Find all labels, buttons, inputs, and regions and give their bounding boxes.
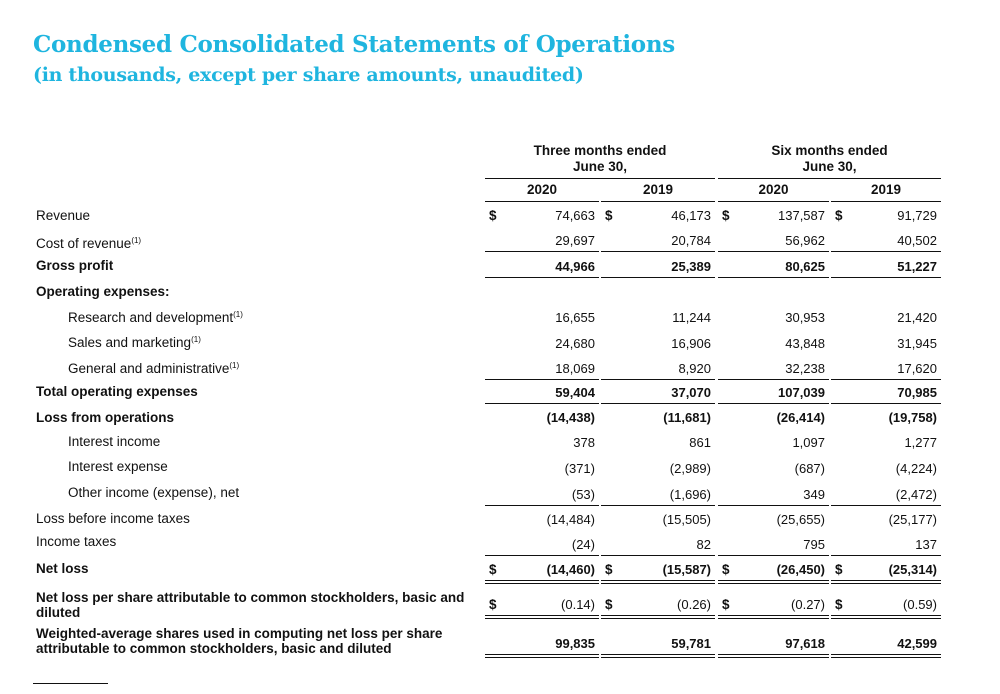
value-cell bbox=[485, 459, 599, 479]
value-cell bbox=[601, 535, 715, 556]
currency-symbol: $ bbox=[835, 597, 843, 612]
row-label bbox=[36, 626, 476, 656]
value-cell bbox=[601, 308, 715, 328]
value-number: 29,697 bbox=[555, 233, 595, 248]
value-cell bbox=[601, 206, 715, 226]
currency-symbol: $ bbox=[722, 208, 730, 223]
value-number: (0.27) bbox=[791, 597, 825, 612]
value-cell bbox=[831, 308, 941, 328]
value-cell bbox=[831, 634, 941, 658]
value-number: (25,314) bbox=[888, 562, 937, 577]
value-number: 80,625 bbox=[785, 259, 825, 274]
row-label-text: Sales and marketing bbox=[68, 335, 192, 350]
value-cell bbox=[485, 535, 599, 556]
row-label bbox=[36, 208, 90, 223]
value-number: (15,587) bbox=[662, 562, 711, 577]
value-number: 1,097 bbox=[792, 435, 825, 450]
value-number: 137 bbox=[915, 537, 937, 552]
row-label-text: Operating expenses: bbox=[36, 284, 170, 299]
row-label-text: Cost of revenue bbox=[36, 236, 132, 251]
header-three-months bbox=[485, 143, 715, 179]
value-number: (19,758) bbox=[888, 410, 937, 425]
value-cell bbox=[718, 595, 829, 619]
row-label bbox=[36, 511, 190, 526]
value-number: 43,848 bbox=[785, 336, 825, 351]
value-cell bbox=[831, 383, 941, 404]
value-number: 20,784 bbox=[671, 233, 711, 248]
value-number: 31,945 bbox=[897, 336, 937, 351]
value-number: 44,966 bbox=[555, 259, 595, 274]
value-number: (14,438) bbox=[546, 410, 595, 425]
value-number: 59,781 bbox=[671, 636, 711, 651]
value-cell bbox=[831, 459, 941, 479]
value-number: 25,389 bbox=[671, 259, 711, 274]
value-number: 107,039 bbox=[778, 385, 825, 400]
value-cell bbox=[601, 408, 715, 428]
value-cell bbox=[601, 459, 715, 479]
row-label-text: Loss before income taxes bbox=[36, 511, 190, 526]
currency-symbol: $ bbox=[605, 208, 613, 223]
currency-symbol: $ bbox=[605, 597, 613, 612]
value-cell bbox=[485, 634, 599, 658]
value-number: 74,663 bbox=[555, 208, 595, 223]
value-number: (15,505) bbox=[662, 512, 711, 527]
value-number: 16,655 bbox=[555, 310, 595, 325]
value-number: 861 bbox=[689, 435, 711, 450]
footnote-marker: (1) bbox=[233, 310, 243, 319]
value-cell bbox=[718, 535, 829, 556]
row-label-text: Income taxes bbox=[36, 534, 117, 549]
value-number: 59,404 bbox=[555, 385, 595, 400]
footnote-marker: (1) bbox=[131, 236, 142, 245]
value-cell bbox=[485, 560, 599, 584]
row-label bbox=[36, 384, 198, 399]
year-header-2020-h: 2020 bbox=[718, 182, 829, 202]
value-cell bbox=[718, 257, 829, 278]
value-cell bbox=[601, 510, 715, 530]
value-cell bbox=[601, 257, 715, 278]
value-cell bbox=[831, 206, 941, 226]
value-number: 56,962 bbox=[785, 233, 825, 248]
year-header-2020-q: 2020 bbox=[485, 182, 599, 202]
value-cell bbox=[485, 257, 599, 278]
row-label-text: Other income (expense), net bbox=[68, 485, 240, 500]
year-header-2019-h: 2019 bbox=[831, 182, 941, 202]
header-six-months-label: Six months ended June 30, bbox=[771, 143, 888, 174]
value-cell bbox=[601, 560, 715, 584]
value-number: (1,696) bbox=[669, 487, 711, 502]
value-cell bbox=[831, 510, 941, 530]
footnote-divider bbox=[33, 683, 108, 684]
row-label bbox=[68, 358, 239, 376]
currency-symbol: $ bbox=[489, 562, 497, 577]
row-label-text: Net loss bbox=[36, 561, 89, 576]
row-label bbox=[68, 332, 201, 350]
value-cell bbox=[485, 308, 599, 328]
value-cell bbox=[601, 485, 715, 506]
value-cell bbox=[601, 433, 715, 453]
row-label bbox=[36, 258, 113, 273]
row-label bbox=[68, 459, 168, 474]
year-header-2019-q: 2019 bbox=[601, 182, 715, 202]
value-number: 70,985 bbox=[897, 385, 937, 400]
currency-symbol: $ bbox=[489, 597, 497, 612]
value-cell bbox=[485, 433, 599, 453]
value-cell bbox=[601, 595, 715, 619]
value-number: 37,070 bbox=[671, 385, 711, 400]
value-number: (25,655) bbox=[776, 512, 825, 527]
value-cell bbox=[831, 560, 941, 584]
footnote-marker: (1) bbox=[191, 335, 201, 344]
value-cell bbox=[485, 231, 599, 252]
row-label-text: Interest income bbox=[68, 434, 161, 449]
row-label-text: Interest expense bbox=[68, 459, 168, 474]
row-label-text: Gross profit bbox=[36, 258, 114, 273]
value-number: (26,414) bbox=[776, 410, 825, 425]
value-cell bbox=[718, 459, 829, 479]
row-label bbox=[36, 590, 476, 620]
value-number: 99,835 bbox=[555, 636, 595, 651]
value-cell bbox=[831, 485, 941, 506]
value-number: 42,599 bbox=[897, 636, 937, 651]
value-number: 97,618 bbox=[785, 636, 825, 651]
value-cell bbox=[718, 510, 829, 530]
currency-symbol: $ bbox=[835, 208, 843, 223]
value-number: 8,920 bbox=[678, 361, 711, 376]
value-cell bbox=[485, 206, 599, 226]
value-cell bbox=[718, 206, 829, 226]
value-cell bbox=[485, 359, 599, 380]
value-number: 40,502 bbox=[897, 233, 937, 248]
value-cell bbox=[485, 485, 599, 506]
value-cell bbox=[601, 359, 715, 380]
currency-symbol: $ bbox=[722, 562, 730, 577]
value-number: 51,227 bbox=[897, 259, 937, 274]
row-label bbox=[36, 410, 174, 425]
header-three-months-label: Three months ended June 30, bbox=[533, 143, 667, 174]
value-cell bbox=[718, 634, 829, 658]
row-label bbox=[36, 534, 116, 549]
value-cell bbox=[831, 595, 941, 619]
value-number: 378 bbox=[573, 435, 595, 450]
value-cell bbox=[718, 308, 829, 328]
value-number: 137,587 bbox=[778, 208, 825, 223]
row-label-text: Loss from operations bbox=[36, 410, 175, 425]
value-number: (4,224) bbox=[895, 461, 937, 476]
value-number: (24) bbox=[571, 537, 595, 552]
footnote-marker: (1) bbox=[229, 361, 240, 370]
value-cell bbox=[831, 257, 941, 278]
value-number: (14,484) bbox=[546, 512, 595, 527]
value-number: 795 bbox=[803, 537, 825, 552]
row-label bbox=[68, 434, 160, 449]
value-cell bbox=[718, 359, 829, 380]
value-number: 91,729 bbox=[897, 208, 937, 223]
row-label-text: Weighted-average shares used in computing net loss per share attributable to common stockholders, basic and diluted bbox=[36, 626, 443, 656]
value-cell bbox=[718, 485, 829, 506]
currency-symbol: $ bbox=[722, 597, 730, 612]
value-number: 82 bbox=[696, 537, 711, 552]
value-number: (25,177) bbox=[888, 512, 937, 527]
value-cell bbox=[485, 595, 599, 619]
row-label bbox=[68, 307, 243, 325]
value-cell bbox=[831, 433, 941, 453]
value-cell bbox=[718, 383, 829, 404]
row-label bbox=[36, 233, 141, 251]
value-cell bbox=[718, 231, 829, 252]
row-label-text: Research and development bbox=[68, 310, 234, 325]
value-cell bbox=[718, 433, 829, 453]
row-label-text: Revenue bbox=[36, 208, 91, 223]
value-number: 32,238 bbox=[785, 361, 825, 376]
value-cell bbox=[485, 383, 599, 404]
value-cell bbox=[485, 510, 599, 530]
value-cell bbox=[601, 634, 715, 658]
value-cell bbox=[718, 560, 829, 584]
value-number: (0.26) bbox=[677, 597, 711, 612]
row-label-text: Net loss per share attributable to common stockholders, basic and diluted bbox=[36, 590, 465, 620]
value-number: (0.59) bbox=[903, 597, 937, 612]
value-number: 24,680 bbox=[555, 336, 595, 351]
row-label bbox=[36, 284, 170, 299]
value-cell bbox=[485, 334, 599, 354]
value-cell bbox=[831, 334, 941, 354]
value-number: 1,277 bbox=[904, 435, 937, 450]
value-number: 21,420 bbox=[897, 310, 937, 325]
value-cell bbox=[601, 334, 715, 354]
value-number: 349 bbox=[803, 487, 825, 502]
value-number: (0.14) bbox=[561, 597, 595, 612]
value-number: (687) bbox=[794, 461, 825, 476]
value-number: 46,173 bbox=[671, 208, 711, 223]
header-six-months bbox=[718, 143, 941, 179]
currency-symbol: $ bbox=[489, 208, 497, 223]
value-cell bbox=[601, 383, 715, 404]
value-number: 17,620 bbox=[897, 361, 937, 376]
value-number: (26,450) bbox=[776, 562, 825, 577]
currency-symbol: $ bbox=[835, 562, 843, 577]
row-label bbox=[36, 561, 89, 576]
value-number: (11,681) bbox=[663, 410, 711, 425]
value-cell bbox=[601, 231, 715, 252]
value-cell bbox=[831, 535, 941, 556]
value-number: (14,460) bbox=[546, 562, 595, 577]
value-number: (2,989) bbox=[669, 461, 711, 476]
statement-subtitle: (in thousands, except per share amounts, unaudited) bbox=[33, 64, 584, 86]
statement-title: Condensed Consolidated Statements of Operations bbox=[33, 31, 675, 58]
value-cell bbox=[831, 359, 941, 380]
value-number: (371) bbox=[564, 461, 595, 476]
value-number: 30,953 bbox=[785, 310, 825, 325]
value-number: (53) bbox=[571, 487, 595, 502]
row-label bbox=[68, 485, 239, 500]
value-cell bbox=[831, 231, 941, 252]
value-cell bbox=[485, 408, 599, 428]
row-label-text: General and administrative bbox=[68, 361, 230, 376]
value-number: 16,906 bbox=[671, 336, 711, 351]
value-cell bbox=[831, 408, 941, 428]
row-label-text: Total operating expenses bbox=[36, 384, 198, 399]
value-cell bbox=[718, 334, 829, 354]
currency-symbol: $ bbox=[605, 562, 613, 577]
value-number: 11,244 bbox=[672, 310, 711, 325]
value-cell bbox=[718, 408, 829, 428]
value-number: (2,472) bbox=[895, 487, 937, 502]
value-number: 18,069 bbox=[555, 361, 595, 376]
